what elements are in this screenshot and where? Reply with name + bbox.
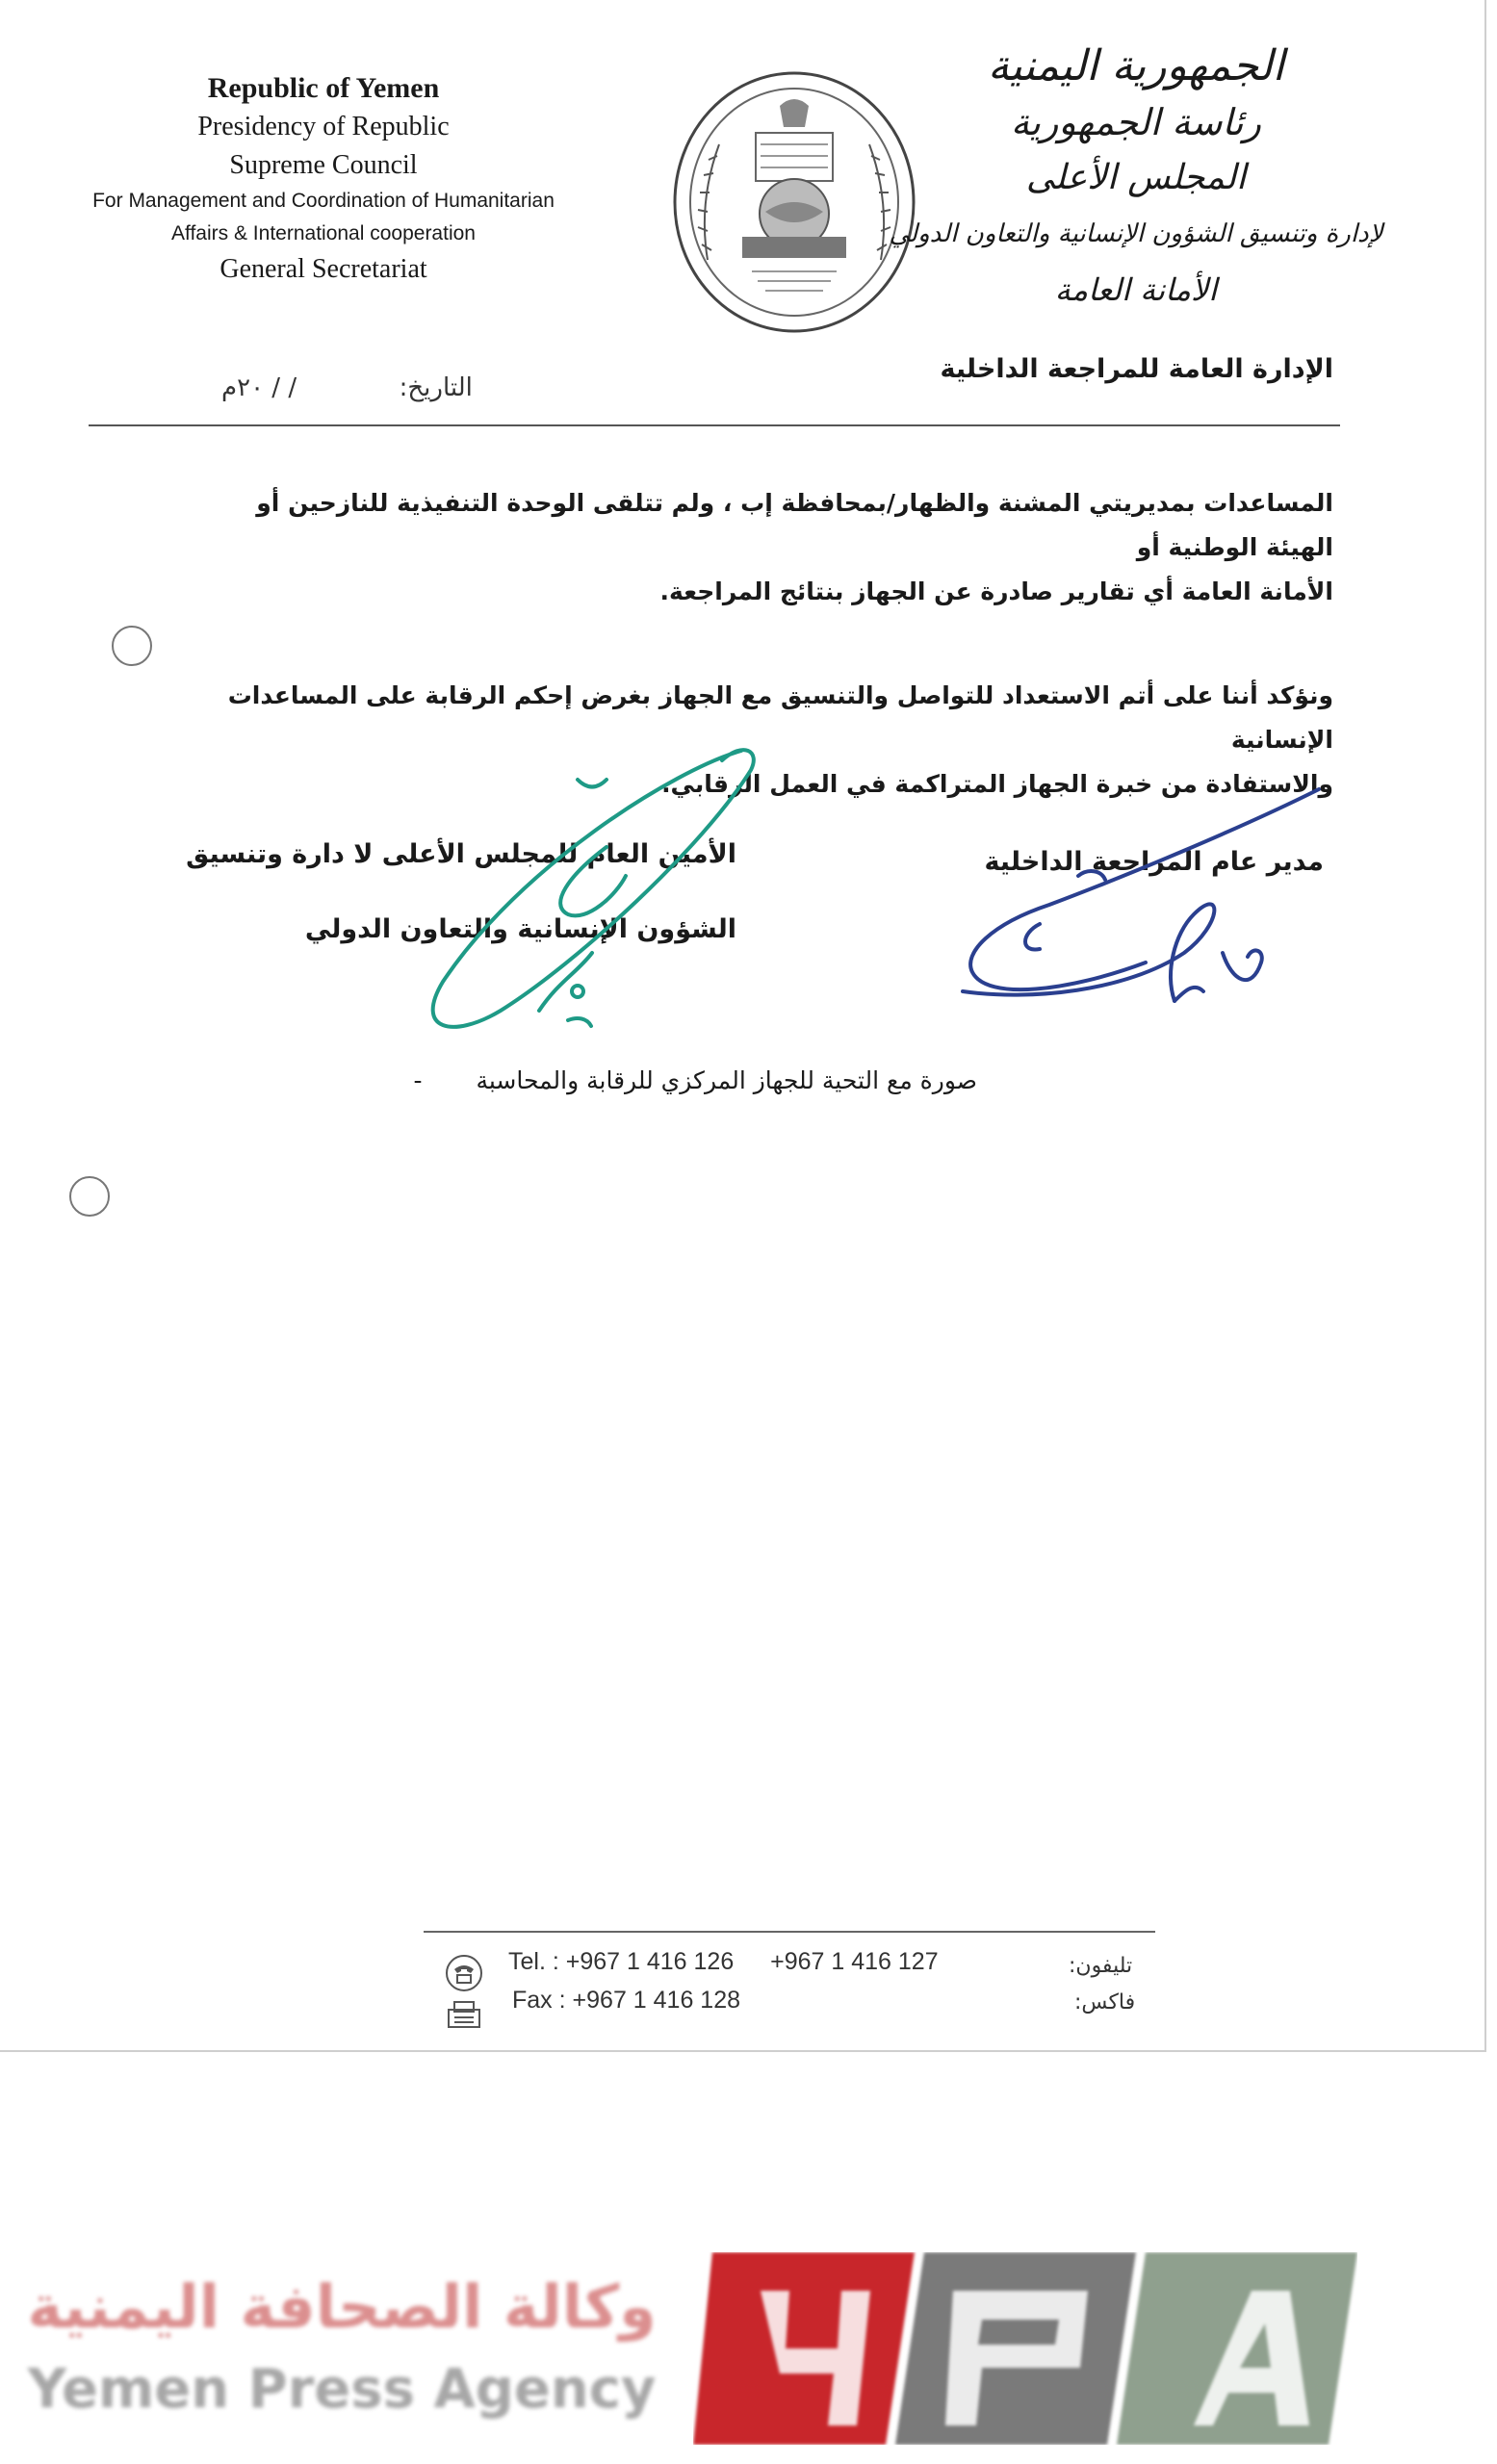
- signature-blue: [934, 770, 1338, 1040]
- body-line: الأمانة العامة أي تقارير صادرة عن الجهاز بنتائج المراجعة.: [659, 578, 1333, 605]
- signatory-left-title-1: الأمين العام للمجلس الأعلى لا دارة وتنسيق: [186, 839, 736, 869]
- tel-number-2: +967 1 416 127: [770, 1948, 939, 1975]
- footer-tel-ar: تليفون:: [1069, 1954, 1133, 1978]
- council-purpose-en-1: For Management and Coordination of Humanitarian: [92, 190, 555, 212]
- signatory-right-title: مدير عام المراجعة الداخلية: [984, 847, 1324, 877]
- date-label: التاريخ:: [399, 373, 473, 402]
- body-line: ونؤكد أننا على أتم الاستعداد للتواصل والتنسيق مع الجهاز بغرض إحكم الرقابة على المساعدات الإنسانية: [227, 681, 1333, 754]
- secretariat-ar: الأمانة العامة: [1054, 271, 1218, 308]
- cc-bullet: -: [413, 1066, 423, 1094]
- ypa-name-ar: وكالة الصحافة اليمنية: [27, 2272, 657, 2342]
- presidency-ar: رئاسة الجمهورية: [1011, 101, 1261, 143]
- footer-fax-ar: فاكس:: [1074, 1990, 1136, 2015]
- footer-tel-line: [508, 1948, 939, 1976]
- council-purpose-ar: لإدارة وتنسيق الشؤون الإنسانية والتعاون الدولي: [889, 219, 1383, 248]
- punch-hole-bottom: [69, 1176, 110, 1217]
- fax-icon: [445, 2000, 483, 2031]
- footer-fax-line: [512, 1987, 740, 2015]
- signature-teal: [385, 732, 789, 1068]
- telephone-icon: [445, 1954, 483, 1992]
- date-field: [221, 373, 473, 402]
- country-name-ar: الجمهورية اليمنية: [987, 41, 1285, 90]
- punch-hole-top: [112, 626, 152, 666]
- ypa-logo: [693, 2252, 1357, 2445]
- body-line: المساعدات بمديريتي المشنة والظهار/بمحافظة إب ، ولم تتلقى الوحدة التنفيذية للنازحين أو الهيئة الوطنية أو: [256, 489, 1333, 561]
- presidency-en: Presidency of Republic: [197, 112, 450, 141]
- tel-label: Tel. :: [508, 1948, 559, 1975]
- body-line: والاستفادة من خبرة الجهاز المتراكمة في العمل الرقابي.: [661, 770, 1333, 798]
- council-ar: المجلس الأعلى: [1025, 158, 1247, 197]
- cc-text: صورة مع التحية للجهاز المركزي للرقابة والمحاسبة: [476, 1066, 977, 1094]
- letterhead-arabic: [866, 38, 1406, 318]
- signatory-left-title-2: الشؤون الإنسانية والتعاون الدولي: [304, 914, 736, 944]
- body-paragraph-1: [226, 481, 1333, 614]
- fax-label: Fax :: [512, 1987, 566, 2014]
- header-divider: [89, 424, 1340, 426]
- department-name: الإدارة العامة للمراجعة الداخلية: [940, 354, 1333, 384]
- ypa-watermark: [0, 2233, 1497, 2464]
- date-value: / / ٢٠م: [221, 373, 297, 402]
- ypa-name-en: Yemen Press Agency: [27, 2358, 657, 2421]
- letterhead-english: [92, 69, 555, 289]
- council-purpose-en-2: Affairs & International cooperation: [171, 222, 476, 244]
- tel-number-1: +967 1 416 126: [565, 1948, 735, 1975]
- footer-divider: [424, 1931, 1155, 1933]
- fax-number: +967 1 416 128: [572, 1987, 741, 2014]
- country-name-en: Republic of Yemen: [207, 72, 440, 104]
- carbon-copy-line: [414, 1066, 978, 1094]
- council-en: Supreme Council: [229, 150, 418, 180]
- secretariat-en: General Secretariat: [219, 254, 427, 284]
